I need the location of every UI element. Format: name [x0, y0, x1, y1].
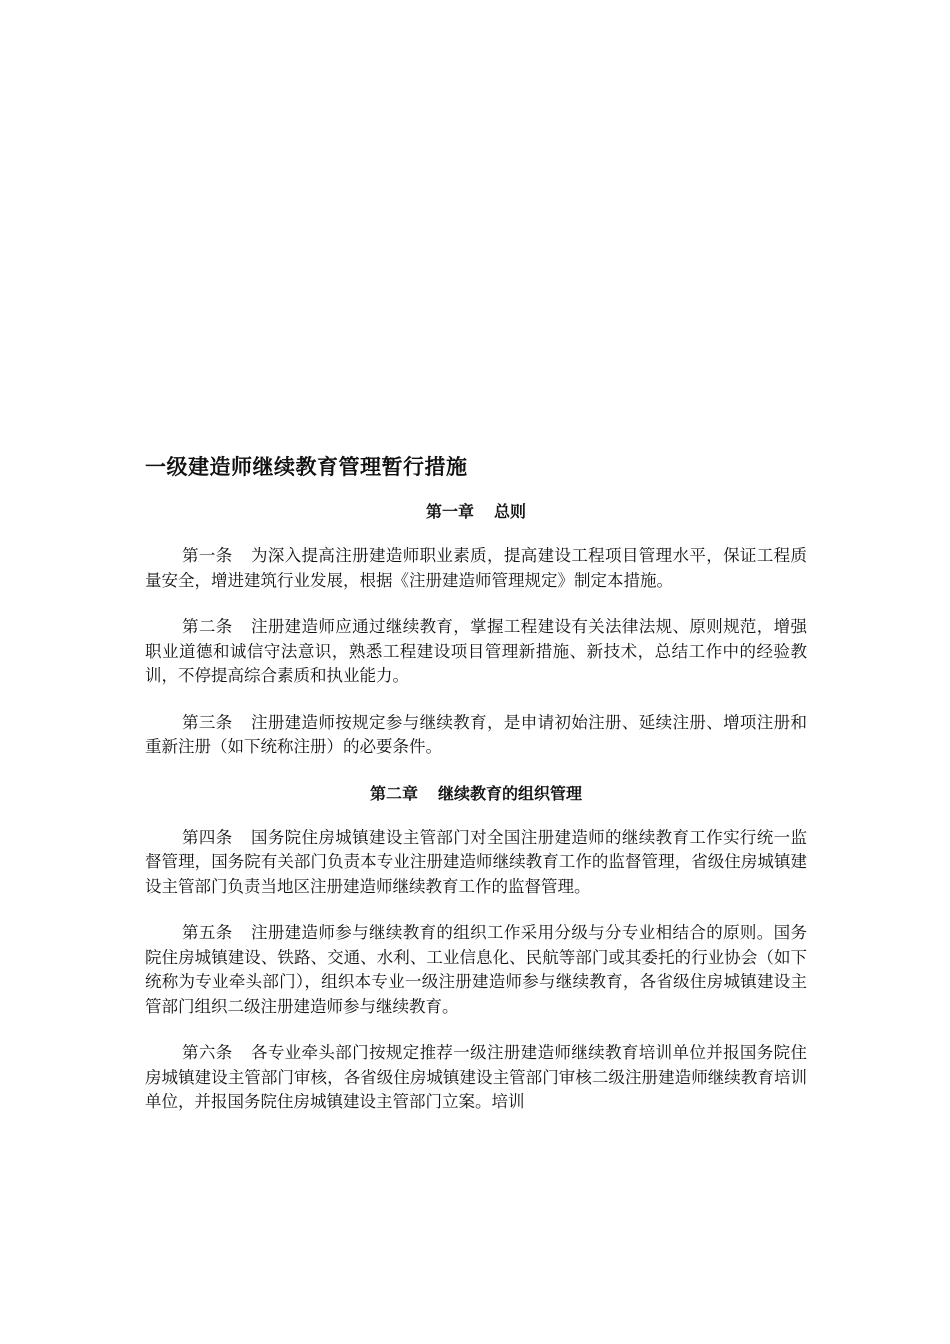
article-label: 第三条 — [182, 712, 233, 732]
article-paragraph — [145, 711, 807, 760]
article-paragraph — [145, 1041, 807, 1115]
chapter-title: 继续教育的组织管理 — [438, 783, 583, 803]
article-label: 第五条 — [182, 923, 233, 942]
article-label: 第六条 — [182, 1043, 233, 1062]
chapter-label: 第二章 — [369, 783, 418, 803]
article-paragraph — [145, 921, 807, 1019]
chapter-heading — [145, 500, 807, 524]
article-text: 各专业牵头部门按规定推荐一级注册建造师继续教育培训单位并报国务院住房城镇建设主管部门审核，各省级住房城镇建设主管部门审核二级注册建造师继续教育培训单位，并报国务院住房城镇建设主管部门立案。培训 — [145, 1043, 808, 1111]
chapter-title: 总则 — [494, 502, 527, 521]
chapter-heading — [145, 782, 807, 806]
article-paragraph — [145, 826, 807, 900]
article-text: 国务院住房城镇建设主管部门对全国注册建造师的继续教育工作实行统一监督管理，国务院有关部门负责本专业注册建造师继续教育工作的监督管理，省级住房城镇建设主管部门负责当地区注册建造师继续教育工作的监督管理。 — [145, 827, 808, 896]
document-title: 一级建造师继续教育管理暂行措施 — [145, 455, 468, 479]
document-body — [145, 452, 807, 1137]
article-label: 第四条 — [182, 827, 233, 847]
article-paragraph — [145, 544, 807, 593]
article-label: 第一条 — [182, 546, 233, 565]
article-text: 为深入提高注册建造师职业素质，提高建设工程项目管理水平，保证工程质量安全，增进建筑行业发展，根据《注册建造师管理规定》制定本措施。 — [145, 546, 808, 590]
article-text: 注册建造师应通过继续教育，掌握工程建设有关法律法规、原则规范，增强职业道德和诚信守法意识，熟悉工程建设项目管理新措施、新技术，总结工作中的经验教训，不停提高综合素质和执业能力。 — [145, 617, 808, 685]
article-text: 注册建造师参与继续教育的组织工作采用分级与分专业相结合的原则。国务院住房城镇建设、铁路、交通、水利、工业信息化、民航等部门或其委托的行业协会（如下统称为专业牵头部门），组织本专业一级注册建造师参与继续教育，各省级住房城镇建设主管部门组织二级注册建造师参与继续教育。 — [145, 923, 808, 1016]
article-text: 注册建造师按规定参与继续教育，是申请初始注册、延续注册、增项注册和重新注册（如下统称注册）的必要条件。 — [145, 712, 808, 756]
article-paragraph — [145, 615, 807, 689]
chapter-label: 第一章 — [425, 502, 474, 521]
article-label: 第二条 — [182, 617, 233, 636]
